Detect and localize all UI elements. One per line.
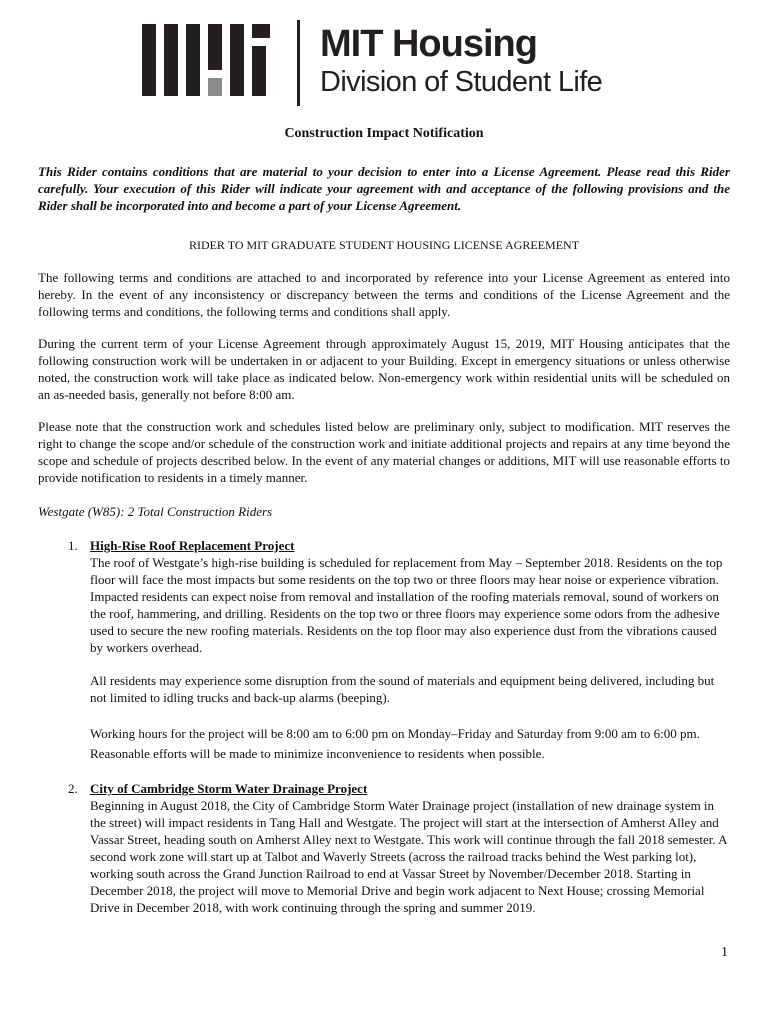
logo-bar xyxy=(208,78,222,96)
project-working-hours: Working hours for the project will be 8:00 am to 6:00 pm on Monday–Friday and Saturday from 9:00 am to 6:00 pm. Reasonable efforts will be made to minimize inconvenience to residents when possible. xyxy=(90,726,700,761)
logo-bar xyxy=(252,24,270,38)
logo-bar xyxy=(208,24,222,70)
org-subtitle: Division of Student Life xyxy=(320,66,603,98)
project-disruption-note: All residents may experience some disruption from the sound of materials and equipment being delivered, including but not limited to idling trucks and back-up alarms (beeping). xyxy=(90,673,715,705)
list-item xyxy=(38,537,730,764)
list-item-number: 1. xyxy=(68,538,78,553)
page-number: 1 xyxy=(721,945,728,960)
intro-paragraph: This Rider contains conditions that are material to your decision to enter into a License Agreement. Please read this Rider carefully. Your execution of this Rider will indicate your agreement with and acceptance of the following provisions and the Rider shall be incorporated into and become a part of your License Agreement. xyxy=(38,164,730,213)
section-heading: Westgate (W85): 2 Total Construction Riders xyxy=(38,504,273,519)
paragraph-terms: The following terms and conditions are attached to and incorporated by reference into your License Agreement as entered into hereby. In the event of any inconsistency or discrepancy between the terms and conditions of the License Agreement and the following terms and conditions, the following terms and conditions shall apply. xyxy=(38,270,730,319)
project-title: City of Cambridge Storm Water Drainage Project xyxy=(90,781,368,796)
list-item xyxy=(38,780,730,916)
project-description: Beginning in August 2018, the City of Cambridge Storm Water Drainage project (installation of new drainage system in the street) will impact residents in Tang Hall and Westgate. The project will start at the intersection of Amherst Alley and Vassar Street, heading south on Amherst Alley next to Westgate. This work will continue through the fall 2018 semester. A second work zone will start up at Talbot and Waverly Streets (across the railroad tracks behind the West parking lot), working south across the Grand Junction Railroad to end at Vassar Street by November/December 2018. Starting in December 2018, the project will move to Memorial Drive and begin work adjacent to Next House; crossing Memorial Drive in December 2018, with work continuing through the spring and summer 2019. xyxy=(90,798,727,915)
org-name: MIT Housing xyxy=(320,23,537,65)
mit-housing-logo xyxy=(142,20,642,106)
logo-bar xyxy=(252,46,266,96)
project-title: High-Rise Roof Replacement Project xyxy=(90,538,295,553)
rider-heading: RIDER TO MIT GRADUATE STUDENT HOUSING LICENSE AGREEMENT xyxy=(188,238,580,252)
document-title: Construction Impact Notification xyxy=(284,126,484,141)
document-body xyxy=(38,120,730,916)
logo-bar xyxy=(164,24,178,96)
project-description: The roof of Westgate’s high-rise building is scheduled for replacement from May – September 2018. Residents on the top floor will face the most impacts but some residents on the top two or three floors may hear noise or experience vibration. Impacted residents can expect noise from removal and installation of the roofing materials removal, sound of workers on the roof, hammering, and drilling. Residents on the top two or three floors may experience some odors from the adhesive used to secure the new roofing materials. Residents on the top floor may also experience dust from the vibrations caused by workers overhead. xyxy=(90,555,723,655)
paragraph-preliminary-note: Please note that the construction work and schedules listed below are preliminary only, subject to modification. MIT reserves the right to change the scope and/or schedule of the construction work and initiate additional projects and repairs at any time beyond the scope and schedule of projects described below. In the event of any material changes or additions, MIT will use reasonable efforts to provide notification to residents in a timely manner. xyxy=(38,419,730,485)
logo-bar xyxy=(230,24,244,96)
mit-logo-icon xyxy=(142,24,270,96)
logo-bar xyxy=(186,24,200,96)
logo-divider xyxy=(297,20,300,106)
project-list xyxy=(38,537,730,916)
logo-bar xyxy=(142,24,156,96)
paragraph-term-schedule: During the current term of your License Agreement through approximately August 15, 2019, MIT Housing anticipates that the following construction work will be undertaken in or adjacent to your Building. Except in emergency situations or unless otherwise noted, the construction work will take place as indicated below. Non-emergency work within residential units will be scheduled on an as-needed basis, generally not before 8:00 am. xyxy=(38,336,730,402)
list-item-number: 2. xyxy=(68,781,78,796)
